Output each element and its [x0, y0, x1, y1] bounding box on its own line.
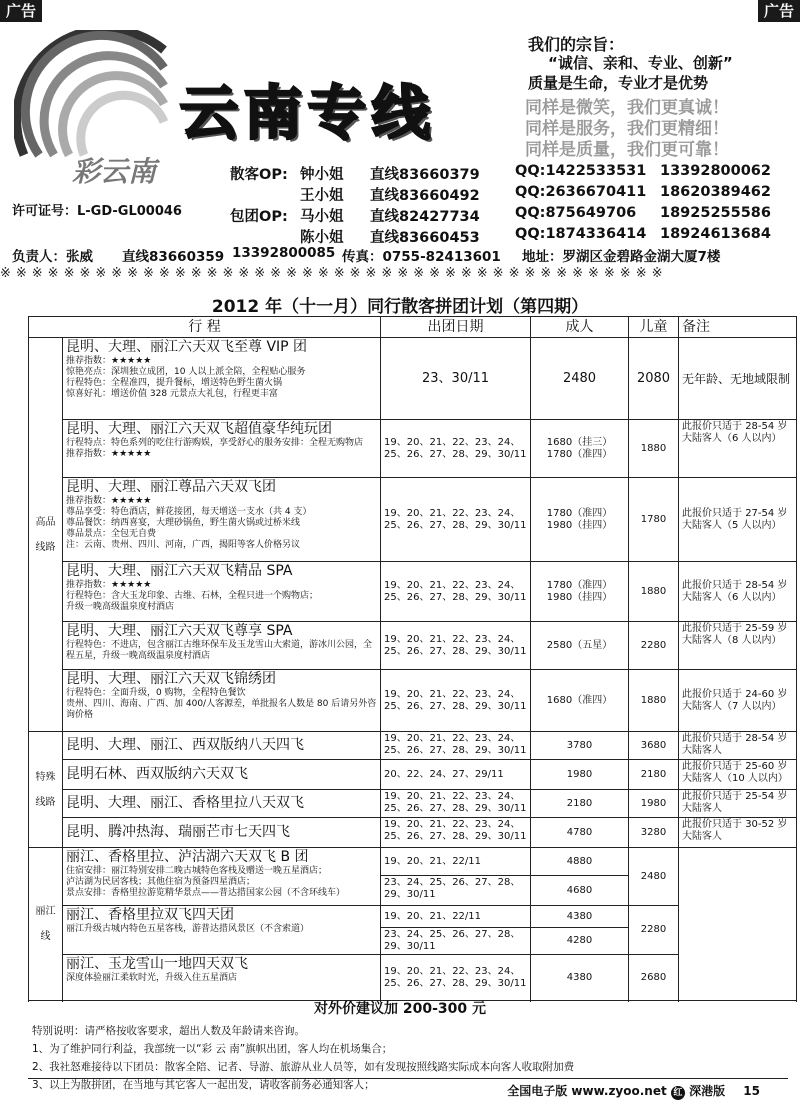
col-header-child: 儿童 — [629, 317, 679, 338]
route-detail: 行程特色：含大玉龙印象、古维、石林，全程只进一个购物店； — [66, 591, 319, 601]
contact-mobile: 13392800062 — [660, 163, 771, 179]
table-row — [29, 790, 797, 818]
table-row — [29, 338, 797, 420]
adult-price: 1680（挂三） 1780（准四） — [531, 420, 629, 478]
col-header-adult: 成人 — [531, 317, 629, 338]
note-cell: 此报价只适于 25-54 岁大陆客人 — [679, 790, 797, 818]
edition-text: 全国电子版 www.zyoo.net — [507, 1084, 667, 1098]
contact-qq: QQ:1422533531 — [515, 163, 647, 179]
route-detail: 注：云南、贵州、四川、河南，广西，揭阳等客人价格另议 — [66, 540, 301, 550]
route-detail: 推荐指数：★★★★★ — [66, 356, 152, 366]
route-detail: 行程特色：全程准四，提升餐标，增送特色野生菌火锅 — [66, 378, 283, 388]
contact-role: 散客OP: — [230, 167, 288, 183]
table-header-row — [29, 317, 797, 338]
route-detail: 推荐指数：★★★★★ — [66, 496, 152, 506]
outline-slogan-3: 同样是质量，我们更可靠！ — [525, 140, 729, 160]
child-price: 1780 — [629, 478, 679, 562]
slogan-line-1: “诚信、亲和、专业、创新” — [548, 54, 733, 72]
page-title: 云南专线 — [180, 79, 437, 147]
table-row — [29, 622, 797, 670]
dates-cell: 19、20、21、22、23、24、25、26、27、28、29、30/11 — [381, 732, 531, 760]
dates-cell: 23、24、25、26、27、28、29、30/11 — [381, 876, 531, 906]
dates-cell: 19、20、21、22、23、24、25、26、27、28、29、30/11 — [381, 818, 531, 848]
dates-cell: 19、20、21、22、23、24、25、26、27、28、29、30/11 — [381, 790, 531, 818]
address: 地址：罗湖区金碧路金湖大厦7楼 — [522, 249, 721, 265]
route-name: 昆明石林、西双版纳六天双飞 — [66, 766, 248, 782]
note-cell: 此报价只适于 27-54 岁大陆客人（5 人以内） — [679, 478, 797, 562]
route-cell — [63, 818, 381, 848]
child-price: 2680 — [629, 955, 679, 1001]
route-cell — [63, 848, 381, 906]
route-detail: 行程特色：不进店，包含丽江古维环保车及玉龙雪山大索道，游冰川公园，全程五星，升级一晚高级温泉度村酒店 — [66, 640, 373, 661]
dates-cell: 19、20、21、22、23、24、25、26、27、28、29、30/11 — [381, 622, 531, 670]
dates-cell: 19、20、21、22、23、24、25、26、27、28、29、30/11 — [381, 670, 531, 732]
route-cell — [63, 338, 381, 420]
route-detail: 推荐指数：★★★★★ — [66, 580, 152, 590]
dates-cell: 23、30/11 — [381, 338, 531, 420]
route-name: 丽江、香格里拉双飞四天团 — [66, 907, 234, 923]
col-header-note: 备注 — [679, 317, 797, 338]
outline-slogan-1: 同样是微笑，我们更真诚！ — [525, 98, 729, 118]
note-line: 1、为了维护同行利益，我部统一以“彩 云 南”旗帜出团，客人均在机场集合； — [32, 1043, 393, 1055]
child-price: 2280 — [629, 906, 679, 955]
route-cell — [63, 420, 381, 478]
table-row — [29, 562, 797, 622]
contact-name: 钟小姐 — [300, 167, 344, 183]
child-price: 2280 — [629, 622, 679, 670]
contact-qq: QQ:2636670411 — [515, 184, 647, 200]
note-cell: 此报价只适于 28-54 岁大陆客人 — [679, 732, 797, 760]
page-number: 15 — [743, 1084, 760, 1098]
route-detail: 尊品餐饮：纳西喜宴，大理砂锅鱼，野生菌火锅或过桥米线 — [66, 518, 301, 528]
note-cell: 此报价只适于 25-60 岁大陆客人（10 人以内） — [679, 760, 797, 790]
contact-role: 包团OP: — [230, 209, 288, 225]
route-detail: 行程特色：全面升级，0 购物，全程特色餐饮 — [66, 688, 246, 698]
route-detail: 惊艳亮点：深圳独立成团，10 人以上派全陪，全程贴心服务 — [66, 367, 306, 377]
table-row — [29, 848, 797, 876]
route-cell — [63, 622, 381, 670]
table-row — [29, 478, 797, 562]
adult-price: 4880 — [531, 848, 629, 876]
route-cell — [63, 790, 381, 818]
child-price: 1880 — [629, 670, 679, 732]
table-row — [29, 818, 797, 848]
route-name: 昆明、大理、丽江、西双版纳八天四飞 — [66, 737, 304, 753]
contact-qq: QQ:1874336414 — [515, 226, 647, 242]
decorative-separator: ※※※※※※※※※※※※※※※※※※※※※※※※※※※※※※※※※※※※※※※※※※ — [0, 266, 668, 281]
contact-line: 直线82427734 — [370, 209, 480, 225]
route-cell — [63, 955, 381, 1001]
note-cell: 此报价只适于 28-54 岁大陆客人（6 人以内） — [679, 562, 797, 622]
route-detail: 贵州、四川、海南、广西、加 400/人客源差，单批报名人数是 80 后请另外咨询价格 — [66, 699, 377, 720]
adult-price: 1680（准四） — [531, 670, 629, 732]
special-notes — [32, 1022, 574, 1094]
slogan-heading: 我们的宗旨： — [528, 35, 625, 54]
rainbow-arc-icon — [14, 30, 184, 160]
adult-price: 2180 — [531, 790, 629, 818]
col-header-dates: 出团日期 — [381, 317, 531, 338]
category-lijiang: 丽江线 — [29, 848, 63, 1001]
note-cell: 此报价只适于 28-54 岁大陆客人（6 人以内） — [679, 420, 797, 478]
route-name: 昆明、大理、丽江六天双飞锦绣团 — [66, 671, 276, 687]
child-price: 2480 — [629, 848, 679, 906]
route-detail: 深度体验丽江柔软时光，升级入住五星酒店 — [66, 973, 238, 983]
route-cell — [63, 732, 381, 760]
dates-cell: 19、20、21、22、23、24、25、26、27、28、29、30/11 — [381, 955, 531, 1001]
category-premium: 高品线路 — [29, 338, 63, 732]
tour-plan-table — [28, 316, 797, 1001]
contact-line: 直线83660453 — [370, 230, 480, 246]
child-price: 2180 — [629, 760, 679, 790]
route-detail: 升级一晚高级温泉度村酒店 — [66, 602, 175, 612]
route-name: 丽江、玉龙雪山一地四天双飞 — [66, 956, 248, 972]
adult-price: 4280 — [531, 928, 629, 955]
child-price: 2080 — [629, 338, 679, 420]
outline-slogan-2: 同样是服务，我们更精细！ — [525, 119, 729, 139]
bottom-divider — [28, 1078, 788, 1079]
logo-brand: 彩云南 — [72, 155, 157, 188]
route-cell — [63, 562, 381, 622]
route-name: 昆明、大理、丽江六天双飞超值豪华纯玩团 — [66, 421, 332, 437]
contact-line: 直线83660379 — [370, 167, 480, 183]
child-price: 3280 — [629, 818, 679, 848]
dates-cell: 19、20、21、22、23、24、25、26、27、28、29、30/11 — [381, 420, 531, 478]
route-cell — [63, 760, 381, 790]
edition-badge: 红 — [671, 1086, 685, 1100]
child-price: 1980 — [629, 790, 679, 818]
route-name: 昆明、大理、丽江尊品六天双飞团 — [66, 479, 276, 495]
region-label: 深港版 — [689, 1084, 726, 1098]
route-cell — [63, 478, 381, 562]
route-name: 昆明、大理、丽江六天双飞尊享 SPA — [66, 623, 293, 639]
contact-name: 马小姐 — [300, 209, 344, 225]
contact-qq: QQ:875649706 — [515, 205, 637, 221]
ad-tag-left: 广告 — [0, 0, 42, 22]
adult-price: 4380 — [531, 955, 629, 1001]
ad-tag-right: 广告 — [758, 0, 800, 22]
dates-cell: 23、24、25、26、27、28、29、30/11 — [381, 928, 531, 955]
route-name: 昆明、腾冲热海、瑞丽芒市七天四飞 — [66, 824, 290, 840]
contact-mobile: 18620389462 — [660, 184, 771, 200]
table-row — [29, 670, 797, 732]
child-price: 3680 — [629, 732, 679, 760]
route-cell — [63, 670, 381, 732]
note-cell: 无年龄、无地域限制 — [679, 338, 797, 420]
contact-mobile: 18924613684 — [660, 226, 771, 242]
note-cell: 此报价只适于 25-59 岁大陆客人（8 人以内） — [679, 622, 797, 670]
adult-price: 1980 — [531, 760, 629, 790]
route-detail: 景点安排：香格里拉游览精华景点——普达措国家公园（不含环线车） — [66, 888, 346, 898]
manager-line: 直线83660359 — [122, 249, 225, 265]
note-cell: 此报价只适于 24-60 岁大陆客人（7 人以内） — [679, 670, 797, 732]
route-name: 昆明、大理、丽江六天双飞精品 SPA — [66, 563, 293, 579]
category-special: 特殊线路 — [29, 732, 63, 848]
plan-title: 2012 年（十一月）同行散客拼团计划（第四期） — [211, 297, 589, 317]
adult-price: 1780（准四） 1980（挂四） — [531, 478, 629, 562]
table-row — [29, 760, 797, 790]
child-price: 1880 — [629, 562, 679, 622]
route-detail: 惊喜好礼：增送价值 328 元景点大礼包，行程更丰富 — [66, 389, 278, 399]
route-detail: 行程特点：特色系列的吃住行游购娱，享受舒心的服务安排：全程无购物店 — [66, 438, 364, 448]
adult-price: 4780 — [531, 818, 629, 848]
slogan-line-2: 质量是生命，专业才是优势 — [528, 74, 709, 92]
route-name: 昆明、大理、丽江六天双飞至尊 VIP 团 — [66, 339, 308, 355]
table-row — [29, 732, 797, 760]
col-header-route: 行 程 — [29, 317, 381, 338]
suggested-markup: 对外价建议加 200-300 元 — [313, 1001, 486, 1017]
contact-line: 直线83660492 — [370, 188, 480, 204]
route-detail: 推荐指数：★★★★★ — [66, 449, 152, 459]
adult-price: 1780（准四） 1980（挂四） — [531, 562, 629, 622]
dates-cell: 19、20、21、22/11 — [381, 906, 531, 928]
permit-number: 许可证号：L-GD-GL00046 — [12, 204, 182, 219]
route-detail: 住宿安排：丽江特别安排二晚古城特色客栈及赠送一晚五星酒店； — [66, 866, 328, 876]
route-detail: 泸沽湖为民居客栈；其他住宿为预备四星酒店； — [66, 877, 256, 887]
note-cell: 此报价只适于 30-52 岁大陆客人 — [679, 818, 797, 848]
adult-price: 2580（五星） — [531, 622, 629, 670]
adult-price: 4380 — [531, 906, 629, 928]
adult-price: 4680 — [531, 876, 629, 906]
page-footer — [507, 1082, 760, 1100]
route-detail: 丽江升级古城内特色五星客栈，游普达措风景区（不含索道） — [66, 924, 310, 934]
note-line: 特别说明：请严格按收客要求，超出人数及年龄请来咨询。 — [32, 1025, 305, 1037]
note-line: 3、以上为散拼团，在当地与其它客人一起出发，请收客前务必通知客人； — [32, 1079, 375, 1091]
dates-cell: 20、22、24、27、29/11 — [381, 760, 531, 790]
note-cell-empty — [679, 848, 797, 1001]
adult-price: 3780 — [531, 732, 629, 760]
route-detail: 尊品享受：特色酒店，鲜花接团，每天增送一支水（共 4 支） — [66, 507, 312, 517]
adult-price: 2480 — [531, 338, 629, 420]
child-price: 1880 — [629, 420, 679, 478]
route-name: 丽江、香格里拉、泸沽湖六天双飞 B 团 — [66, 849, 309, 865]
route-cell — [63, 906, 381, 955]
contact-name: 王小姐 — [300, 188, 344, 204]
note-line: 2、我社怒难接待以下团员：散客全陪、记者、导游、旅游从业人员等，如有发现按照线路实际成本向客人收取附加费 — [32, 1061, 575, 1073]
dates-cell: 19、20、21、22/11 — [381, 848, 531, 876]
route-name: 昆明、大理、丽江、香格里拉八天双飞 — [66, 795, 304, 811]
dates-cell: 19、20、21、22、23、24、25、26、27、28、29、30/11 — [381, 562, 531, 622]
table-row — [29, 420, 797, 478]
dates-cell: 19、20、21、22、23、24、25、26、27、28、29、30/11 — [381, 478, 531, 562]
contact-name: 陈小姐 — [300, 230, 344, 246]
fax-number: 传真：0755-82413601 — [342, 249, 501, 265]
manager-name: 负责人：张威 — [12, 249, 93, 265]
manager-mobile: 13392800085 — [232, 245, 336, 261]
route-detail: 尊品景点：全包无自费 — [66, 529, 157, 539]
contact-mobile: 18925255586 — [660, 205, 771, 221]
